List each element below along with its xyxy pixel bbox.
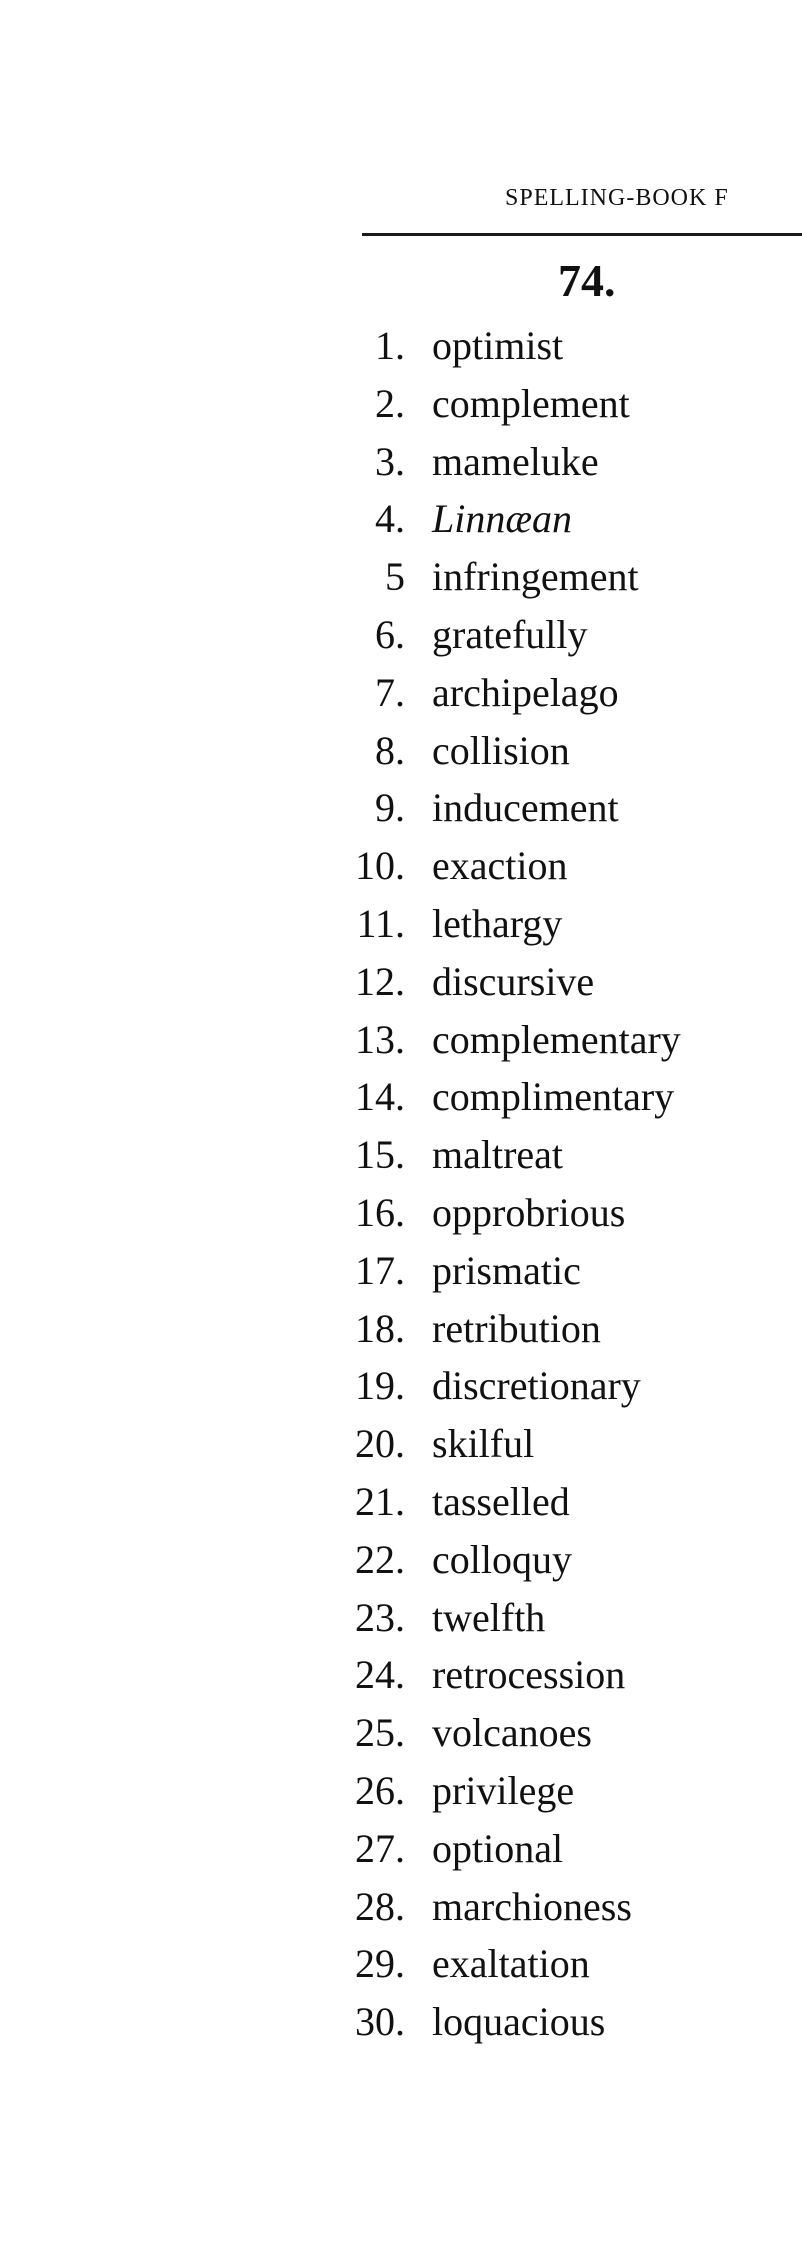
word-number: 3. — [375, 438, 405, 484]
word-number: 22. — [355, 1536, 405, 1582]
spelling-word: retrocession — [432, 1652, 626, 1698]
spelling-word: retribution — [432, 1305, 601, 1351]
word-number: 4. — [375, 496, 405, 542]
word-number: 27. — [355, 1825, 405, 1871]
word-number: 9. — [375, 785, 405, 831]
word-number: 19. — [355, 1363, 405, 1409]
word-number: 14. — [355, 1074, 405, 1120]
spelling-word: complimentary — [432, 1074, 675, 1120]
word-number: 24. — [355, 1652, 405, 1698]
word-number: 1. — [375, 323, 405, 368]
spelling-word: loquacious — [432, 1999, 606, 2045]
spelling-word: opprobrious — [432, 1189, 626, 1235]
word-number: 12. — [355, 958, 405, 1004]
spelling-word: archipelago — [432, 669, 619, 715]
word-number: 11. — [356, 900, 405, 946]
word-number: 10. — [355, 843, 405, 889]
running-head: SPELLING-BOOK F — [505, 185, 729, 211]
word-number: 21. — [355, 1478, 405, 1524]
word-number: 20. — [355, 1421, 405, 1467]
spelling-word: lethargy — [432, 900, 563, 946]
word-number: 2. — [375, 380, 405, 426]
word-number: 28. — [355, 1883, 405, 1929]
spelling-word: colloquy — [432, 1536, 572, 1582]
spelling-word: tasselled — [432, 1478, 570, 1524]
spelling-word: discursive — [432, 958, 595, 1004]
word-number: 18. — [355, 1305, 405, 1351]
spelling-word: optional — [432, 1825, 564, 1871]
spelling-word: complementary — [432, 1016, 681, 1062]
word-number: 15. — [355, 1132, 405, 1178]
spelling-word: gratefully — [432, 611, 588, 657]
word-number: 30. — [355, 1999, 405, 2045]
spelling-word: exaction — [432, 843, 568, 889]
word-number: 29. — [355, 1941, 405, 1987]
spelling-word: infringement — [432, 554, 639, 600]
spelling-word: exaltation — [432, 1941, 590, 1987]
spelling-word: maltreat — [432, 1132, 564, 1178]
spelling-word: inducement — [432, 785, 619, 831]
spelling-word: privilege — [432, 1767, 575, 1813]
word-number: 8. — [375, 727, 405, 773]
header-rule — [362, 233, 802, 236]
spelling-word: twelfth — [432, 1594, 546, 1640]
spelling-word: optimist — [432, 323, 564, 368]
spelling-word: skilful — [432, 1421, 535, 1467]
spelling-word: collision — [432, 727, 570, 773]
spelling-word: marchioness — [432, 1883, 632, 1929]
word-number: 7. — [375, 669, 405, 715]
word-number: 23. — [355, 1594, 405, 1640]
word-number: 13. — [355, 1016, 405, 1062]
spelling-word: Linnæan — [432, 496, 573, 542]
spelling-word: volcanoes — [432, 1710, 592, 1756]
word-number: 17. — [355, 1247, 405, 1293]
word-number: 5 — [385, 554, 405, 600]
word-number: 25. — [355, 1710, 405, 1756]
spelling-word: discretionary — [432, 1363, 641, 1409]
spelling-word: complement — [432, 380, 630, 426]
word-number: 6. — [375, 611, 405, 657]
word-number: 26. — [355, 1767, 405, 1813]
word-number: 16. — [355, 1189, 405, 1235]
lesson-number: 74. — [558, 255, 616, 306]
spelling-word: mameluke — [432, 438, 599, 484]
spelling-word: prismatic — [432, 1247, 581, 1293]
